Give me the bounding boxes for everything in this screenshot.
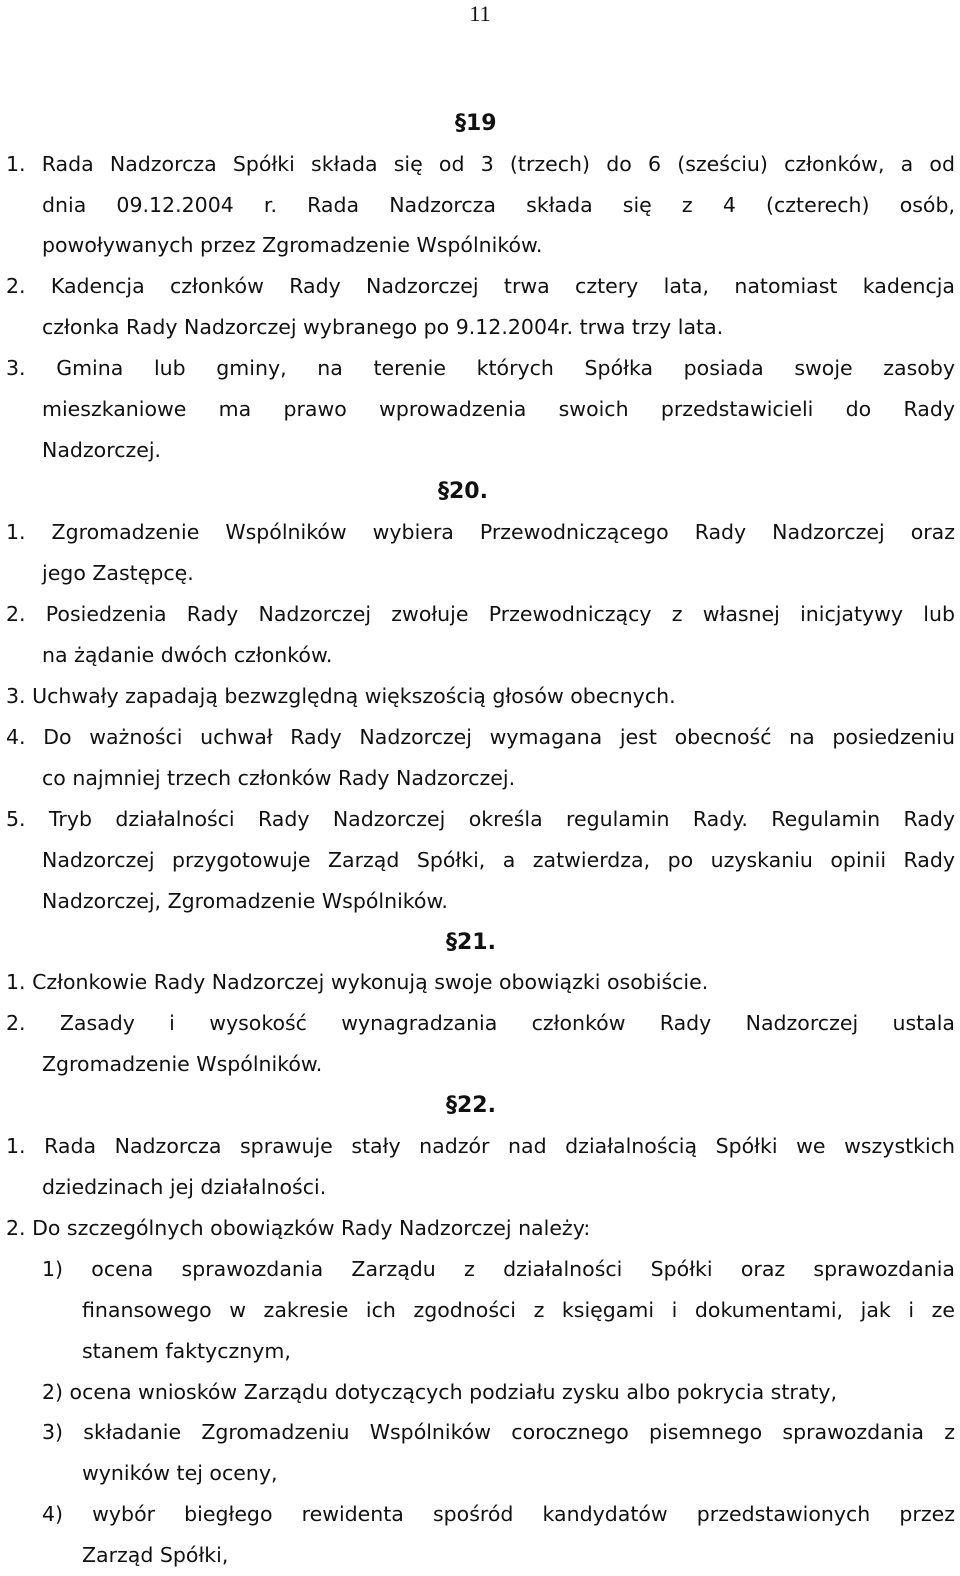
paragraph-line: powoływanych przez Zgromadzenie Wspólników. xyxy=(42,233,543,257)
paragraph-line: 5. Tryb działalności Rady Nadzorczej określa regulamin Rady. Regulamin Rady xyxy=(6,807,955,831)
paragraph-line: 1. Rada Nadzorcza sprawuje stały nadzór nad działalnością Spółki we wszystkich xyxy=(6,1134,955,1158)
paragraph-line: dziedzinach jej działalności. xyxy=(42,1175,327,1199)
paragraph-line: 4. Do ważności uchwał Rady Nadzorczej wymagana jest obecność na posiedzeniu xyxy=(6,725,955,749)
paragraph-line: 1. Członkowie Rady Nadzorczej wykonują swoje obowiązki osobiście. xyxy=(6,970,709,994)
paragraph-line: Nadzorczej przygotowuje Zarząd Spółki, a zatwierdza, po uzyskaniu opinii Rady xyxy=(42,848,955,872)
paragraph-line: 2. Kadencja członków Rady Nadzorczej trwa cztery lata, natomiast kadencja xyxy=(6,274,955,298)
list-item-line: finansowego w zakresie ich zgodności z księgami i dokumentami, jak i ze xyxy=(82,1298,955,1322)
list-item-line: Zarząd Spółki, xyxy=(82,1543,229,1567)
paragraph-line: Zgromadzenie Wspólników. xyxy=(42,1052,323,1076)
paragraph-line: mieszkaniowe ma prawo wprowadzenia swoich przedstawicieli do Rady xyxy=(42,397,955,421)
paragraph-line: 2. Do szczególnych obowiązków Rady Nadzorczej należy: xyxy=(6,1216,591,1240)
list-item-line: 1) ocena sprawozdania Zarządu z działalności Spółki oraz sprawozdania xyxy=(42,1257,955,1281)
paragraph-line: Nadzorczej, Zgromadzenie Wspólników. xyxy=(42,889,448,913)
paragraph-line: 1. Rada Nadzorcza Spółki składa się od 3 (trzech) do 6 (sześciu) członków, a od xyxy=(6,152,955,176)
paragraph-line: członka Rady Nadzorczej wybranego po 9.12.2004r. trwa trzy lata. xyxy=(42,315,724,339)
paragraph-line: Nadzorczej. xyxy=(42,438,162,462)
section-heading-21: §21. xyxy=(446,930,496,955)
paragraph-line: co najmniej trzech członków Rady Nadzorczej. xyxy=(42,766,516,790)
list-item-line: 2) ocena wniosków Zarządu dotyczących podziału zysku albo pokrycia straty, xyxy=(42,1380,838,1404)
section-heading-19: §19 xyxy=(455,111,497,136)
list-item-line: stanem faktycznym, xyxy=(82,1339,291,1363)
paragraph-line: 2. Posiedzenia Rady Nadzorczej zwołuje Przewodniczący z własnej inicjatywy lub xyxy=(6,602,955,626)
paragraph-line: jego Zastępcę. xyxy=(42,561,194,585)
paragraph-line: 3. Gmina lub gminy, na terenie których Spółka posiada swoje zasoby xyxy=(6,356,955,380)
paragraph-line: na żądanie dwóch członków. xyxy=(42,643,333,667)
paragraph-line: 2. Zasady i wysokość wynagradzania członków Rady Nadzorczej ustala xyxy=(6,1011,955,1035)
section-heading-22: §22. xyxy=(446,1093,496,1118)
paragraph-line: dnia 09.12.2004 r. Rada Nadzorcza składa się z 4 (czterech) osób, xyxy=(42,193,955,217)
paragraph-line: 3. Uchwały zapadają bezwzględną większością głosów obecnych. xyxy=(6,684,676,708)
list-item-line: wyników tej oceny, xyxy=(82,1461,278,1485)
list-item-line: 3) składanie Zgromadzeniu Wspólników corocznego pisemnego sprawozdania z xyxy=(42,1420,955,1444)
paragraph-line: 1. Zgromadzenie Wspólników wybiera Przewodniczącego Rady Nadzorczej oraz xyxy=(6,520,955,544)
section-heading-20: §20. xyxy=(438,479,488,504)
list-item-line: 4) wybór biegłego rewidenta spośród kandydatów przedstawionych przez xyxy=(42,1502,955,1526)
page-number: 11 xyxy=(469,1,491,26)
